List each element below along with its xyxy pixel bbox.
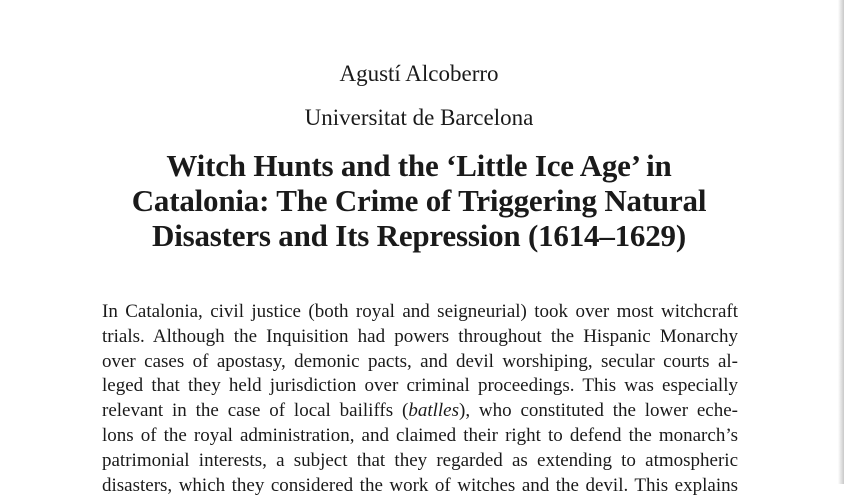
title-line-3: Disasters and Its Repression (1614–1629) <box>152 218 686 253</box>
body-line: In Catalonia, civil justice (both royal and seigneurial) took over most witchcraft <box>102 301 738 322</box>
italic-term: batlles <box>408 400 459 422</box>
body-line: lons of the royal administration, and claimed their right to defend the monarch’s <box>102 424 738 446</box>
body-line: trials. Although the Inquisition had powers throughout the Hispanic Monarchy <box>102 325 738 347</box>
title-line-1: Witch Hunts and the ‘Little Ice Age’ in <box>166 148 672 183</box>
author-affiliation: Universitat de Barcelona <box>304 105 534 130</box>
title-line-2: Catalonia: The Crime of Triggering Natural <box>131 183 707 218</box>
body-line: leged that they held jurisdiction over criminal proceedings. This was especially <box>102 375 738 397</box>
body-line: relevant in the case of local bailiffs (batlles), who constituted the lower eche- <box>102 400 738 422</box>
page-edge-shadow <box>838 0 844 484</box>
body-line: patrimonial interests, a subject that they regarded as extending to atmospheric <box>102 449 738 471</box>
author-name: Agustí Alcoberro <box>339 61 499 86</box>
paper-title <box>90 148 748 253</box>
body-paragraph <box>102 300 738 498</box>
body-line: disasters, which they considered the work of witches and the devil. This explains <box>102 474 738 496</box>
body-line: over cases of apostasy, demonic pacts, and devil worshiping, secular courts al- <box>102 350 738 372</box>
